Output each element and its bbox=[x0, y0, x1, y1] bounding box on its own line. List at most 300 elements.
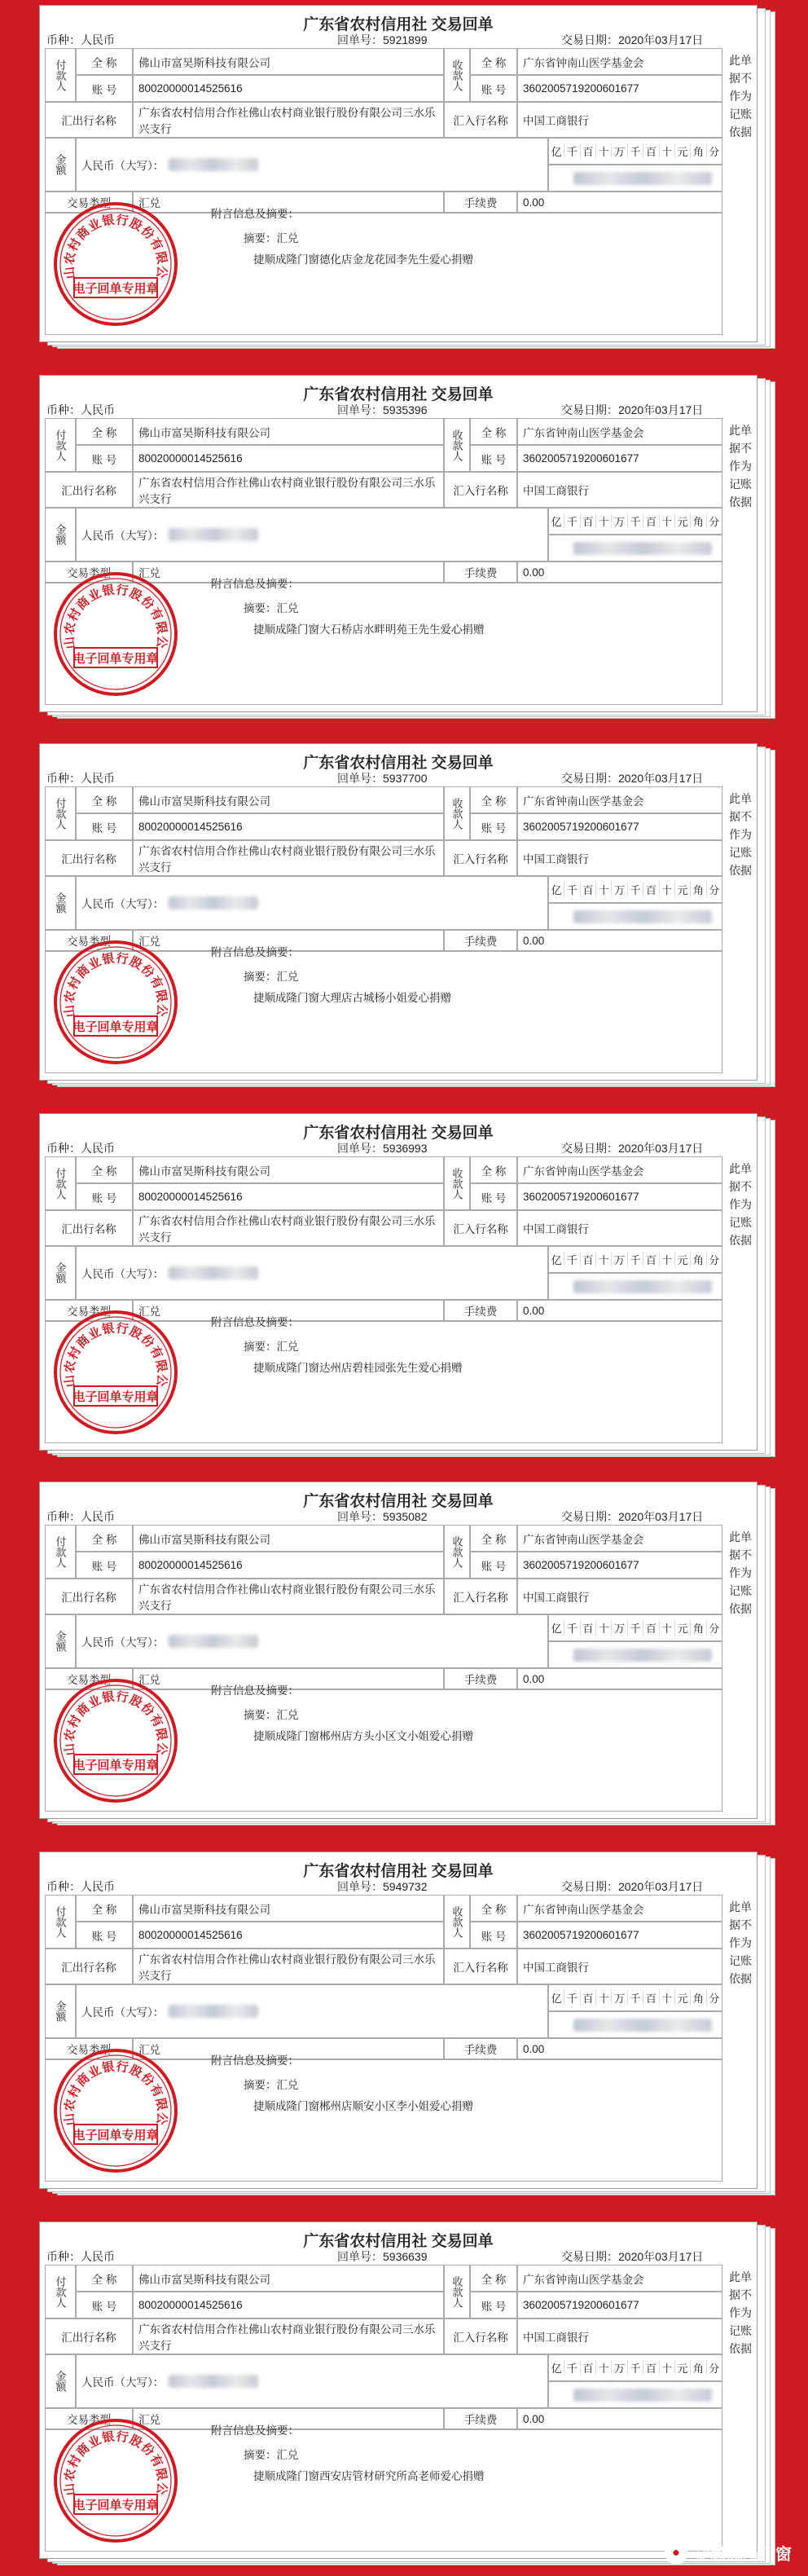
receipt bbox=[39, 743, 777, 1085]
amount-in-words: 人民币（大写）： bbox=[76, 138, 548, 192]
in-bank: 中国工商银行 bbox=[517, 102, 722, 138]
amount-group-label: 金额 bbox=[45, 876, 76, 930]
digit-unit: 十 bbox=[595, 143, 611, 159]
digit-unit: 百 bbox=[580, 1252, 595, 1267]
side-note: 此单据不作为记账依据 bbox=[729, 54, 752, 139]
seal-bottom-text: 电子回单专用章 bbox=[72, 2129, 159, 2142]
redacted-amount bbox=[169, 158, 258, 171]
serial-number: 回单号：5937700 bbox=[337, 772, 428, 785]
digit-unit: 十 bbox=[659, 513, 674, 529]
payer-account: 80020000014525616 bbox=[133, 813, 444, 840]
digit-unit: 千 bbox=[564, 143, 579, 159]
in-bank: 中国工商银行 bbox=[517, 1949, 722, 1984]
payee-group-label: 收款人 bbox=[444, 418, 470, 472]
digit-unit: 百 bbox=[643, 882, 658, 897]
redacted-amount bbox=[169, 2375, 258, 2388]
amount-in-words: 人民币（大写）： bbox=[76, 876, 548, 930]
seal-bottom-text: 电子回单专用章 bbox=[72, 282, 159, 296]
seal-arc-text: 山农村商业银行股份有限公 bbox=[62, 2429, 169, 2497]
out-bank-label: 汇出行名称 bbox=[45, 1210, 133, 1246]
watermark bbox=[665, 2541, 792, 2565]
transaction-date: 交易日期：2020年03月17日 bbox=[561, 1510, 704, 1523]
payer-name-label: 全 称 bbox=[76, 418, 133, 445]
digit-unit: 千 bbox=[627, 143, 643, 159]
digit-unit: 角 bbox=[690, 513, 705, 529]
out-bank-label: 汇出行名称 bbox=[45, 840, 133, 876]
digit-unit: 百 bbox=[580, 513, 595, 529]
seal-arc-text: 山农村商业银行股份有限公 bbox=[62, 1689, 169, 1757]
payer-name: 佛山市富昊斯科技有限公司 bbox=[133, 2265, 444, 2292]
receipt-paper bbox=[39, 743, 758, 1081]
amount-digits bbox=[548, 876, 722, 903]
out-bank: 广东省农村信用合作社佛山农村商业银行股份有限公司三水乐兴支行 bbox=[133, 1210, 444, 1246]
payer-group-label: 付款人 bbox=[45, 2265, 76, 2318]
fee-value: 0.00 bbox=[517, 930, 722, 951]
digit-unit: 角 bbox=[690, 2360, 705, 2376]
side-note: 此单据不作为记账依据 bbox=[729, 424, 752, 509]
type-value: 汇兑 bbox=[133, 192, 444, 213]
memo-text: 捷顺成隆门窗大石桥店水畔明苑王先生爱心捐赠 bbox=[253, 623, 485, 636]
receipt-title: 广东省农村信用社 交易回单 bbox=[303, 386, 494, 403]
type-label: 交易类型 bbox=[45, 1668, 133, 1689]
seal-arc-text: 山农村商业银行股份有限公 bbox=[62, 583, 169, 650]
payer-name: 佛山市富昊斯科技有限公司 bbox=[133, 786, 444, 813]
bank-seal bbox=[51, 938, 180, 1067]
payer-account: 80020000014525616 bbox=[133, 1922, 444, 1949]
out-bank: 广东省农村信用合作社佛山农村商业银行股份有限公司三水乐兴支行 bbox=[133, 472, 444, 508]
payee-account: 3602005719200601677 bbox=[517, 1183, 722, 1210]
digit-unit: 亿 bbox=[551, 1254, 562, 1266]
digit-unit: 百 bbox=[580, 143, 595, 159]
payer-name: 佛山市富昊斯科技有限公司 bbox=[133, 1156, 444, 1183]
redacted-figures bbox=[573, 910, 712, 923]
amount-figures bbox=[548, 2381, 722, 2408]
payer-group-label: 付款人 bbox=[45, 1525, 76, 1579]
digit-units bbox=[549, 1620, 722, 1636]
digit-units bbox=[549, 882, 722, 897]
payee-name-label: 全 称 bbox=[470, 1156, 517, 1183]
payee-name-label: 全 称 bbox=[470, 48, 517, 75]
digit-unit: 亿 bbox=[551, 1993, 562, 2005]
amount-group-label: 金额 bbox=[45, 1984, 76, 2038]
transaction-date: 交易日期：2020年03月17日 bbox=[561, 33, 704, 46]
currency: 币种：人民币 bbox=[46, 1510, 115, 1523]
amount-digits bbox=[548, 1614, 722, 1641]
fee-label: 手续费 bbox=[444, 930, 517, 951]
redacted-figures bbox=[573, 542, 712, 555]
in-bank: 中国工商银行 bbox=[517, 840, 722, 876]
digit-unit: 千 bbox=[564, 2360, 579, 2376]
digit-unit: 万 bbox=[611, 1252, 626, 1267]
currency: 币种：人民币 bbox=[46, 2250, 115, 2263]
receipt-paper bbox=[39, 2222, 758, 2559]
digit-unit: 万 bbox=[611, 1620, 626, 1636]
payer-name-label: 全 称 bbox=[76, 2265, 133, 2292]
fee-label: 手续费 bbox=[444, 192, 517, 213]
amount-figures bbox=[548, 165, 722, 192]
amount-figures bbox=[548, 1641, 722, 1668]
digit-unit: 分 bbox=[706, 143, 722, 159]
digit-unit: 千 bbox=[564, 513, 579, 529]
memo-label: 附言信息及摘要： bbox=[211, 578, 299, 590]
payer-account: 80020000014525616 bbox=[133, 1552, 444, 1579]
memo-text: 捷顺成隆门窗德化店金龙花园李先生爱心捐赠 bbox=[253, 253, 473, 266]
payee-account-label: 账 号 bbox=[470, 813, 517, 840]
receipt bbox=[39, 375, 777, 717]
out-bank: 广东省农村信用合作社佛山农村商业银行股份有限公司三水乐兴支行 bbox=[133, 102, 444, 138]
side-note: 此单据不作为记账依据 bbox=[729, 1900, 752, 1985]
amount-digits bbox=[548, 1246, 722, 1273]
amount-digits bbox=[548, 138, 722, 165]
digit-unit: 元 bbox=[674, 1620, 690, 1636]
side-note: 此单据不作为记账依据 bbox=[729, 792, 752, 877]
digit-unit: 亿 bbox=[551, 1623, 562, 1635]
redacted-figures bbox=[573, 2389, 712, 2402]
amount-figures bbox=[548, 2011, 722, 2038]
type-label: 交易类型 bbox=[45, 1300, 133, 1321]
type-value: 汇兑 bbox=[133, 2038, 444, 2059]
in-bank: 中国工商银行 bbox=[517, 2318, 722, 2354]
bank-seal bbox=[51, 1308, 180, 1437]
currency: 币种：人民币 bbox=[46, 33, 115, 46]
receipt-title: 广东省农村信用社 交易回单 bbox=[303, 16, 494, 33]
digit-unit: 分 bbox=[706, 1620, 722, 1636]
digit-unit: 千 bbox=[627, 1252, 643, 1267]
receipt-title: 广东省农村信用社 交易回单 bbox=[303, 755, 494, 772]
watermark-text: 捷顺成隆门窗 bbox=[694, 2546, 792, 2564]
receipt-paper bbox=[39, 5, 758, 342]
payer-account: 80020000014525616 bbox=[133, 445, 444, 472]
digit-unit: 元 bbox=[674, 1990, 690, 2006]
fee-label: 手续费 bbox=[444, 1668, 517, 1689]
side-note: 此单据不作为记账依据 bbox=[729, 2270, 752, 2355]
amount-figures bbox=[548, 1273, 722, 1300]
payer-name: 佛山市富昊斯科技有限公司 bbox=[133, 1525, 444, 1552]
digit-unit: 十 bbox=[595, 1252, 611, 1267]
payee-account-label: 账 号 bbox=[470, 1183, 517, 1210]
currency: 币种：人民币 bbox=[46, 403, 115, 416]
digit-unit: 千 bbox=[627, 513, 643, 529]
transaction-date: 交易日期：2020年03月17日 bbox=[561, 2250, 704, 2263]
memo-label: 附言信息及摘要： bbox=[211, 1684, 299, 1697]
payer-account: 80020000014525616 bbox=[133, 75, 444, 102]
digit-unit: 千 bbox=[627, 882, 643, 897]
payer-group-label: 付款人 bbox=[45, 418, 76, 472]
payee-group-label: 收款人 bbox=[444, 786, 470, 840]
in-bank-label: 汇入行名称 bbox=[444, 840, 517, 876]
bank-seal bbox=[51, 570, 180, 698]
receipt-title: 广东省农村信用社 交易回单 bbox=[303, 1863, 494, 1880]
memo-type: 摘要：汇兑 bbox=[244, 232, 299, 244]
transaction-date: 交易日期：2020年03月17日 bbox=[561, 1142, 704, 1155]
memo-type: 摘要：汇兑 bbox=[244, 602, 299, 614]
memo-type: 摘要：汇兑 bbox=[244, 2449, 299, 2461]
payer-account-label: 账 号 bbox=[76, 1183, 133, 1210]
payee-name-label: 全 称 bbox=[470, 786, 517, 813]
out-bank-label: 汇出行名称 bbox=[45, 2318, 133, 2354]
fee-value: 0.00 bbox=[517, 2408, 722, 2429]
payee-account: 3602005719200601677 bbox=[517, 1922, 722, 1949]
payee-account-label: 账 号 bbox=[470, 1922, 517, 1949]
fee-value: 0.00 bbox=[517, 192, 722, 213]
receipt-paper bbox=[39, 1113, 758, 1451]
redacted-figures bbox=[573, 1280, 712, 1293]
type-label: 交易类型 bbox=[45, 930, 133, 951]
type-value: 汇兑 bbox=[133, 930, 444, 951]
digit-unit: 十 bbox=[595, 882, 611, 897]
digit-unit: 分 bbox=[706, 882, 722, 897]
payee-name-label: 全 称 bbox=[470, 2265, 517, 2292]
type-label: 交易类型 bbox=[45, 2408, 133, 2429]
payer-name-label: 全 称 bbox=[76, 1156, 133, 1183]
payee-name: 广东省钟南山医学基金会 bbox=[517, 786, 722, 813]
digit-unit: 元 bbox=[674, 143, 690, 159]
memo-text: 捷顺成隆门窗大理店古城杨小姐爱心捐赠 bbox=[253, 992, 451, 1004]
receipt-title: 广东省农村信用社 交易回单 bbox=[303, 1125, 494, 1142]
digit-unit: 角 bbox=[690, 882, 705, 897]
payee-name: 广东省钟南山医学基金会 bbox=[517, 2265, 722, 2292]
seal-bottom-text: 电子回单专用章 bbox=[72, 1020, 159, 1034]
memo-text: 捷顺成隆门窗达州店碧桂园张先生爱心捐赠 bbox=[253, 1362, 463, 1374]
fee-value: 0.00 bbox=[517, 561, 722, 583]
serial-number: 回单号：5921899 bbox=[337, 33, 428, 46]
receipt-paper bbox=[39, 375, 758, 712]
seal-arc-text: 山农村商业银行股份有限公 bbox=[62, 1321, 169, 1389]
digit-unit: 百 bbox=[643, 513, 658, 529]
digit-unit: 百 bbox=[643, 1990, 658, 2006]
memo-type: 摘要：汇兑 bbox=[244, 1341, 299, 1353]
receipt bbox=[39, 1113, 777, 1455]
digit-unit: 角 bbox=[690, 1990, 705, 2006]
seal-arc-text: 山农村商业银行股份有限公 bbox=[62, 213, 169, 280]
in-bank: 中国工商银行 bbox=[517, 472, 722, 508]
amount-in-words: 人民币（大写）： bbox=[76, 2354, 548, 2408]
digit-unit: 元 bbox=[674, 2360, 690, 2376]
bank-seal bbox=[51, 2046, 180, 2175]
memo-type: 摘要：汇兑 bbox=[244, 2079, 299, 2091]
payer-account-label: 账 号 bbox=[76, 75, 133, 102]
amount-group-label: 金额 bbox=[45, 1246, 76, 1300]
receipt bbox=[39, 2222, 777, 2564]
amount-group-label: 金额 bbox=[45, 508, 76, 561]
digit-unit: 十 bbox=[595, 1990, 611, 2006]
seal-bottom-text: 电子回单专用章 bbox=[72, 652, 159, 666]
digit-unit: 千 bbox=[627, 2360, 643, 2376]
payer-group-label: 付款人 bbox=[45, 1895, 76, 1949]
digit-unit: 亿 bbox=[551, 2362, 562, 2375]
amount-in-words: 人民币（大写）： bbox=[76, 508, 548, 561]
serial-number: 回单号：5936639 bbox=[337, 2250, 428, 2263]
type-value: 汇兑 bbox=[133, 1300, 444, 1321]
serial-number: 回单号：5935082 bbox=[337, 1510, 428, 1523]
in-bank: 中国工商银行 bbox=[517, 1210, 722, 1246]
redacted-amount bbox=[169, 896, 258, 909]
payee-group-label: 收款人 bbox=[444, 1156, 470, 1210]
digit-unit: 千 bbox=[564, 1620, 579, 1636]
payee-name: 广东省钟南山医学基金会 bbox=[517, 1525, 722, 1552]
amount-group-label: 金额 bbox=[45, 138, 76, 192]
currency: 币种：人民币 bbox=[46, 1142, 115, 1155]
payee-account: 3602005719200601677 bbox=[517, 2292, 722, 2318]
payer-group-label: 付款人 bbox=[45, 786, 76, 840]
digit-unit: 角 bbox=[690, 143, 705, 159]
payer-account: 80020000014525616 bbox=[133, 2292, 444, 2318]
digit-unit: 亿 bbox=[551, 516, 562, 528]
payee-name-label: 全 称 bbox=[470, 1525, 517, 1552]
receipt-title: 广东省农村信用社 交易回单 bbox=[303, 2233, 494, 2250]
digit-unit: 亿 bbox=[551, 146, 562, 158]
payee-name-label: 全 称 bbox=[470, 418, 517, 445]
digit-unit: 十 bbox=[659, 1990, 674, 2006]
seal-bottom-text: 电子回单专用章 bbox=[72, 1759, 159, 1772]
type-label: 交易类型 bbox=[45, 2038, 133, 2059]
memo-type: 摘要：汇兑 bbox=[244, 971, 299, 983]
in-bank-label: 汇入行名称 bbox=[444, 102, 517, 138]
digit-units bbox=[549, 2360, 722, 2376]
type-label: 交易类型 bbox=[45, 192, 133, 213]
digit-unit: 百 bbox=[643, 1620, 658, 1636]
out-bank: 广东省农村信用合作社佛山农村商业银行股份有限公司三水乐兴支行 bbox=[133, 840, 444, 876]
amount-digits bbox=[548, 1984, 722, 2011]
in-bank-label: 汇入行名称 bbox=[444, 1949, 517, 1984]
payee-name: 广东省钟南山医学基金会 bbox=[517, 1156, 722, 1183]
memo-label: 附言信息及摘要： bbox=[211, 946, 299, 958]
fee-label: 手续费 bbox=[444, 2408, 517, 2429]
digit-unit: 分 bbox=[706, 2360, 722, 2376]
payer-account-label: 账 号 bbox=[76, 445, 133, 472]
payee-name: 广东省钟南山医学基金会 bbox=[517, 48, 722, 75]
digit-unit: 元 bbox=[674, 882, 690, 897]
payee-group-label: 收款人 bbox=[444, 1525, 470, 1579]
payer-account-label: 账 号 bbox=[76, 1922, 133, 1949]
amount-group-label: 金额 bbox=[45, 1614, 76, 1668]
seal-bottom-text: 电子回单专用章 bbox=[72, 2499, 159, 2512]
in-bank-label: 汇入行名称 bbox=[444, 472, 517, 508]
redacted-amount bbox=[169, 528, 258, 541]
payer-name-label: 全 称 bbox=[76, 1525, 133, 1552]
memo-type: 摘要：汇兑 bbox=[244, 1709, 299, 1721]
payer-name-label: 全 称 bbox=[76, 48, 133, 75]
type-value: 汇兑 bbox=[133, 2408, 444, 2429]
receipt-paper bbox=[39, 1852, 758, 2189]
amount-figures bbox=[548, 903, 722, 930]
fee-value: 0.00 bbox=[517, 1668, 722, 1689]
digit-unit: 十 bbox=[659, 143, 674, 159]
redacted-amount bbox=[169, 1266, 258, 1279]
receipt bbox=[39, 5, 777, 347]
in-bank-label: 汇入行名称 bbox=[444, 2318, 517, 2354]
type-value: 汇兑 bbox=[133, 1668, 444, 1689]
out-bank: 广东省农村信用合作社佛山农村商业银行股份有限公司三水乐兴支行 bbox=[133, 1579, 444, 1614]
fee-value: 0.00 bbox=[517, 2038, 722, 2059]
memo-label: 附言信息及摘要： bbox=[211, 1316, 299, 1328]
bank-seal bbox=[51, 2416, 180, 2545]
payer-name-label: 全 称 bbox=[76, 1895, 133, 1922]
digit-units bbox=[549, 143, 722, 159]
out-bank-label: 汇出行名称 bbox=[45, 1579, 133, 1614]
digit-unit: 分 bbox=[706, 1990, 722, 2006]
transaction-date: 交易日期：2020年03月17日 bbox=[561, 772, 704, 785]
digit-unit: 万 bbox=[611, 1990, 626, 2006]
payer-account: 80020000014525616 bbox=[133, 1183, 444, 1210]
digit-unit: 元 bbox=[674, 1252, 690, 1267]
digit-unit: 万 bbox=[611, 882, 626, 897]
memo-label: 附言信息及摘要： bbox=[211, 2424, 299, 2437]
payer-group-label: 付款人 bbox=[45, 48, 76, 102]
fee-label: 手续费 bbox=[444, 2038, 517, 2059]
payee-group-label: 收款人 bbox=[444, 48, 470, 102]
seal-arc-text: 山农村商业银行股份有限公 bbox=[62, 951, 169, 1019]
type-value: 汇兑 bbox=[133, 561, 444, 583]
digit-unit: 千 bbox=[564, 1990, 579, 2006]
payee-account-label: 账 号 bbox=[470, 75, 517, 102]
payee-group-label: 收款人 bbox=[444, 2265, 470, 2318]
amount-in-words: 人民币（大写）： bbox=[76, 1246, 548, 1300]
out-bank: 广东省农村信用合作社佛山农村商业银行股份有限公司三水乐兴支行 bbox=[133, 2318, 444, 2354]
side-note: 此单据不作为记账依据 bbox=[729, 1530, 752, 1615]
redacted-amount bbox=[169, 1635, 258, 1648]
transaction-date: 交易日期：2020年03月17日 bbox=[561, 403, 704, 416]
memo-text: 捷顺成隆门窗郴州店方头小区文小姐爱心捐赠 bbox=[253, 1730, 473, 1742]
wechat-icon: ● bbox=[665, 2542, 687, 2565]
digit-unit: 万 bbox=[611, 513, 626, 529]
in-bank: 中国工商银行 bbox=[517, 1579, 722, 1614]
digit-unit: 角 bbox=[690, 1620, 705, 1636]
digit-unit: 万 bbox=[611, 2360, 626, 2376]
digit-unit: 十 bbox=[659, 882, 674, 897]
digit-unit: 百 bbox=[580, 882, 595, 897]
out-bank-label: 汇出行名称 bbox=[45, 1949, 133, 1984]
digit-unit: 分 bbox=[706, 513, 722, 529]
digit-unit: 十 bbox=[595, 1620, 611, 1636]
memo-label: 附言信息及摘要： bbox=[211, 208, 299, 220]
amount-in-words: 人民币（大写）： bbox=[76, 1984, 548, 2038]
amount-figures bbox=[548, 535, 722, 561]
memo-label: 附言信息及摘要： bbox=[211, 2054, 299, 2067]
amount-digits bbox=[548, 508, 722, 535]
payee-account: 3602005719200601677 bbox=[517, 445, 722, 472]
payer-name: 佛山市富昊斯科技有限公司 bbox=[133, 48, 444, 75]
digit-unit: 百 bbox=[580, 1990, 595, 2006]
out-bank-label: 汇出行名称 bbox=[45, 472, 133, 508]
digit-unit: 角 bbox=[690, 1252, 705, 1267]
amount-in-words: 人民币（大写）： bbox=[76, 1614, 548, 1668]
amount-group-label: 金额 bbox=[45, 2354, 76, 2408]
serial-number: 回单号：5936993 bbox=[337, 1142, 428, 1155]
payee-account: 3602005719200601677 bbox=[517, 1552, 722, 1579]
seal-bottom-text: 电子回单专用章 bbox=[72, 1390, 159, 1404]
memo-text: 捷顺成隆门窗郴州店顺安小区李小姐爱心捐赠 bbox=[253, 2100, 473, 2112]
serial-number: 回单号：5935396 bbox=[337, 403, 428, 416]
seal-arc-text: 山农村商业银行股份有限公 bbox=[62, 2059, 169, 2127]
bank-seal bbox=[51, 200, 180, 328]
digit-unit: 元 bbox=[674, 513, 690, 529]
payer-account-label: 账 号 bbox=[76, 2292, 133, 2318]
payee-account-label: 账 号 bbox=[470, 2292, 517, 2318]
digit-unit: 百 bbox=[643, 1252, 658, 1267]
digit-units bbox=[549, 1990, 722, 2006]
redacted-figures bbox=[573, 2019, 712, 2032]
receipt-paper bbox=[39, 1482, 758, 1819]
digit-unit: 十 bbox=[659, 1252, 674, 1267]
digit-unit: 百 bbox=[643, 143, 658, 159]
payee-group-label: 收款人 bbox=[444, 1895, 470, 1949]
amount-digits bbox=[548, 2354, 722, 2381]
digit-unit: 分 bbox=[706, 1252, 722, 1267]
payee-name: 广东省钟南山医学基金会 bbox=[517, 1895, 722, 1922]
digit-unit: 千 bbox=[627, 1620, 643, 1636]
fee-value: 0.00 bbox=[517, 1300, 722, 1321]
